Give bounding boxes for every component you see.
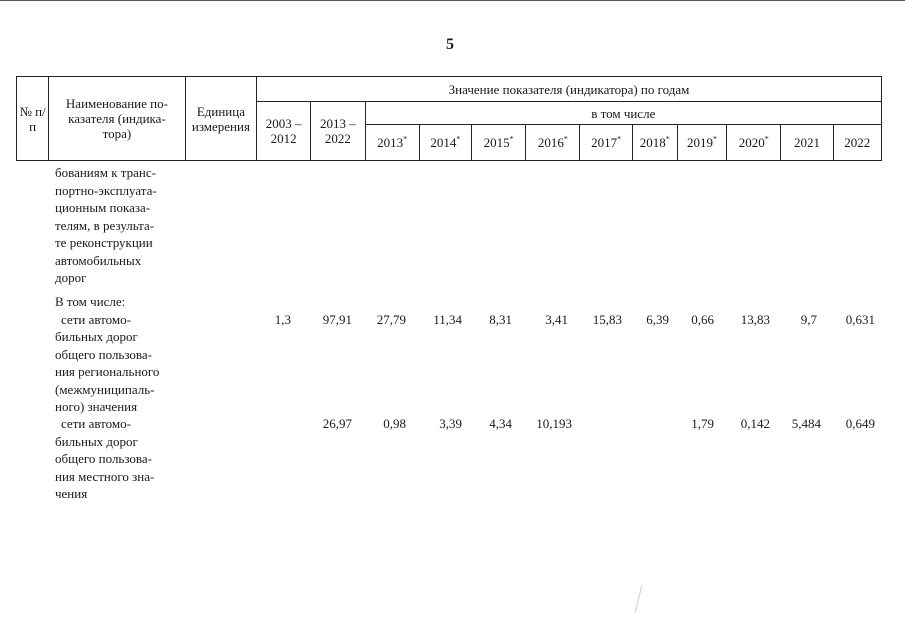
table-cell: 4,34 bbox=[489, 416, 512, 431]
name-line: (межмуниципаль- bbox=[55, 381, 155, 397]
table-cell: 15,83 bbox=[592, 312, 622, 327]
table-cell: 27,79 bbox=[376, 312, 406, 327]
period-bottom: 2012 bbox=[270, 131, 297, 146]
col-header-period bbox=[257, 102, 311, 161]
page-number: 5 bbox=[446, 36, 454, 53]
col-header-year bbox=[472, 125, 526, 161]
year-label: 2021 bbox=[793, 135, 820, 150]
period-bottom: 2022 bbox=[324, 131, 351, 146]
col-header-values-title: Значение показателя (индикатора) по годам bbox=[257, 77, 882, 102]
table-cell: 8,31 bbox=[489, 312, 512, 327]
col-header-year bbox=[833, 125, 881, 161]
col-header-unit bbox=[185, 77, 256, 161]
name-line: сети автомо- bbox=[61, 416, 131, 431]
name-line: ния местного зна- bbox=[55, 468, 155, 484]
col-header-year bbox=[727, 125, 781, 161]
period-top: 2013 – bbox=[320, 116, 356, 131]
col-header-year bbox=[526, 125, 580, 161]
name-line: общего пользова- bbox=[55, 346, 152, 362]
name-line: бильных дорог bbox=[55, 433, 138, 449]
indicator-name-continuation bbox=[55, 164, 190, 287]
name-line: чения bbox=[55, 486, 88, 501]
col-header-unit-line: измерения bbox=[191, 118, 250, 134]
name-line: ного) значения bbox=[55, 399, 138, 414]
name-line: дорог bbox=[55, 270, 87, 285]
year-label: 2020 bbox=[738, 135, 765, 150]
year-label: 2014 bbox=[430, 135, 457, 150]
table-cell: 0,142 bbox=[740, 416, 770, 431]
name-line: портно-эксплуата- bbox=[55, 182, 157, 198]
col-header-year bbox=[677, 125, 726, 161]
col-header-year bbox=[580, 125, 632, 161]
table-cell: 13,83 bbox=[740, 312, 770, 327]
table-cell: 0,649 bbox=[845, 416, 875, 431]
col-header-name-line: Наименование по- bbox=[65, 96, 168, 111]
footnote-mark: * bbox=[617, 134, 622, 144]
footnote-mark: * bbox=[713, 134, 718, 144]
table-cell: 0,98 bbox=[383, 416, 406, 431]
name-line: ния регионального bbox=[55, 364, 160, 379]
year-label: 2019 bbox=[687, 135, 714, 150]
table-cell: 26,97 bbox=[322, 416, 352, 431]
col-header-unit-line: Единица bbox=[196, 103, 245, 119]
col-header-name-line: казателя (индика- bbox=[68, 111, 166, 126]
footnote-mark: * bbox=[403, 134, 408, 144]
name-line: те реконструкции bbox=[55, 235, 153, 250]
name-line: сети автомо- bbox=[61, 311, 131, 327]
year-label: 2017 bbox=[591, 135, 618, 150]
scan-mark bbox=[635, 585, 643, 612]
table-header bbox=[16, 76, 882, 161]
col-header-name bbox=[49, 77, 186, 161]
name-line: ционным показа- bbox=[55, 200, 151, 215]
footnote-mark: * bbox=[764, 134, 769, 144]
footnote-mark: * bbox=[456, 134, 461, 144]
table-cell: 6,39 bbox=[646, 312, 669, 327]
table-cell: 10,193 bbox=[536, 416, 572, 431]
name-line: бованиям к транс- bbox=[55, 165, 156, 180]
col-header-year bbox=[632, 125, 677, 161]
col-header-year bbox=[365, 125, 419, 161]
table-cell: 9,7 bbox=[800, 312, 817, 327]
table-cell: 1,3 bbox=[274, 312, 291, 327]
col-header-period bbox=[311, 102, 365, 161]
name-line: автомобильных bbox=[55, 252, 142, 268]
table-cell: 3,41 bbox=[545, 312, 568, 327]
name-line: бильных дорог bbox=[55, 329, 138, 344]
table-cell: 3,39 bbox=[439, 416, 462, 431]
col-header-year bbox=[781, 125, 833, 161]
table-cell: 0,66 bbox=[691, 312, 714, 327]
footnote-mark: * bbox=[509, 134, 514, 144]
col-header-including: в том числе bbox=[365, 102, 881, 125]
footnote-mark: * bbox=[665, 134, 670, 144]
table-cell: 97,91 bbox=[322, 312, 352, 327]
year-label: 2018 bbox=[639, 135, 666, 150]
year-label: 2013 bbox=[377, 135, 404, 150]
table-cell: 1,79 bbox=[691, 416, 714, 431]
col-header-year bbox=[419, 125, 471, 161]
year-label: 2016 bbox=[537, 135, 564, 150]
year-label: 2022 bbox=[844, 135, 871, 150]
col-header-number: № п/п bbox=[17, 77, 49, 161]
col-header-name-line: тора) bbox=[102, 126, 132, 141]
indicator-name-regional bbox=[55, 293, 190, 416]
table-cell: 11,34 bbox=[433, 312, 462, 327]
table-cell: 0,631 bbox=[845, 312, 875, 327]
indicator-name-local bbox=[55, 415, 190, 503]
footnote-mark: * bbox=[563, 134, 568, 144]
top-border-line bbox=[0, 0, 905, 1]
period-top: 2003 – bbox=[265, 116, 302, 131]
including-label: В том числе: bbox=[55, 294, 126, 309]
table-cell: 5,484 bbox=[791, 416, 821, 431]
name-line: телям, в результа- bbox=[55, 217, 155, 233]
year-label: 2015 bbox=[483, 135, 510, 150]
name-line: общего пользова- bbox=[55, 451, 152, 466]
